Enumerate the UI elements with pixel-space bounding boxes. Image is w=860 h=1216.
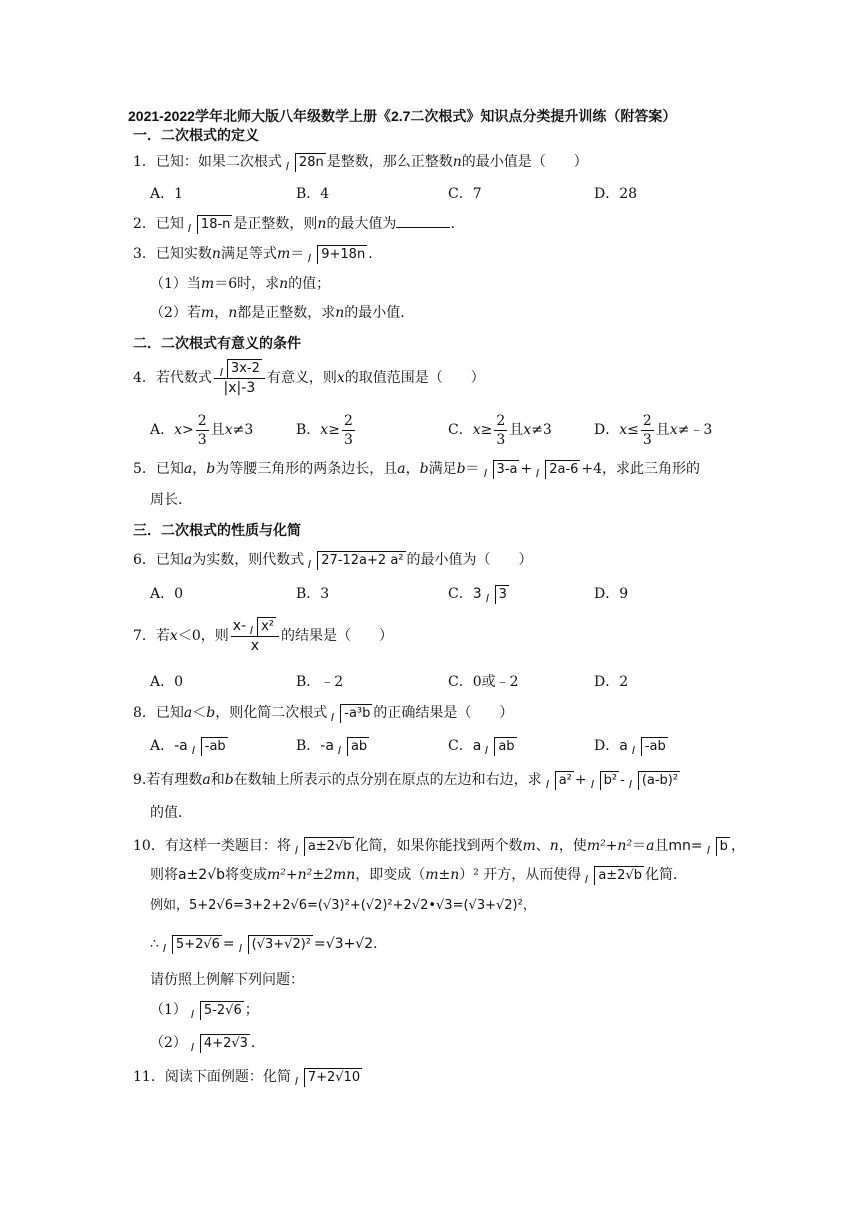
- q9-radical-3: [626, 770, 680, 790]
- q7-text-c: 的结果是（ ）: [281, 628, 393, 644]
- q5-sep: ，: [192, 461, 207, 477]
- q5-radical-2: [533, 459, 580, 479]
- question-4: [133, 358, 485, 402]
- q11-radicand: 7+2√10: [304, 1068, 362, 1087]
- q4-var: x: [336, 370, 345, 386]
- q3-p2-a: （2）若: [150, 305, 201, 321]
- q10-l1-i: ，: [730, 838, 745, 854]
- q8-a-radicand: -ab: [201, 737, 228, 756]
- q4-a-den: 3: [197, 431, 207, 448]
- section-heading-3: 三．二次根式的性质与化简: [133, 522, 301, 538]
- q5-var-a: a: [183, 461, 193, 477]
- q8-d-radical: [629, 736, 668, 756]
- q4-c-frac: [494, 412, 507, 449]
- q8-c-coef: a: [472, 738, 482, 754]
- q1-radicand: 28n: [295, 153, 326, 172]
- q5-plus: +: [520, 461, 533, 477]
- q1-text-a: 1．已知：如果二次根式: [133, 154, 282, 170]
- q4-c-den: 3: [496, 431, 506, 448]
- q3-eq: ＝: [290, 246, 305, 262]
- q8-text-d: 的正确结果是（ ）: [373, 705, 514, 721]
- q5-radicand-1: 3-a: [493, 460, 520, 479]
- q8-radicand: -a³b: [340, 704, 372, 723]
- q10-l2-b: 将变成: [225, 867, 268, 883]
- q10-l4-b: =: [222, 936, 235, 952]
- q8-a-label: A．: [150, 738, 175, 754]
- q3-var-n: n: [211, 246, 221, 262]
- question-10-line-2: [150, 865, 687, 885]
- q10-l4-radicand-2: (√3+√2)²: [248, 935, 313, 954]
- q3-p2-d: 的最小值．: [344, 305, 415, 321]
- q4-text-c: 的取值范围是（ ）: [344, 370, 485, 386]
- q4-a-num: 2: [197, 412, 207, 429]
- question-3: [133, 244, 382, 264]
- q3-radicand: 9+18n: [317, 245, 367, 264]
- q4-option-c[interactable]: [448, 410, 552, 450]
- q7-num-radicand: x²: [257, 617, 276, 636]
- q5-var-b: b: [206, 461, 216, 477]
- q9-text-a: 9.若有理数: [133, 772, 203, 788]
- q5-text-f: +4，求此三角形的: [581, 461, 701, 477]
- q10-l6-radical: [188, 1000, 244, 1020]
- q11-text-a: 11．阅读下面例题：化简: [133, 1069, 291, 1085]
- q4-d-frac: [641, 412, 654, 449]
- q9-radicand-3: (a-b)²: [638, 771, 680, 790]
- q10-l4-a: ∴: [150, 936, 159, 952]
- q4-c-num: 2: [496, 412, 506, 429]
- q8-c-label: C．: [448, 738, 473, 754]
- q9-radicand-1: a²: [555, 771, 574, 790]
- q8-text-a: 8．已知: [133, 705, 184, 721]
- q10-l1-e: m²+n²: [586, 838, 633, 854]
- question-3-part-2: [150, 303, 414, 323]
- q2-radical: [185, 214, 232, 234]
- q5-text-a: 5．已知: [133, 461, 184, 477]
- q6-var-a: a: [183, 552, 193, 568]
- q9-radical-1: [543, 770, 574, 790]
- q5-eq: ＝: [465, 461, 480, 477]
- section-heading-1: 一．二次根式的定义: [133, 127, 259, 143]
- q6-radicand: 27-12a+2 a²: [317, 551, 405, 570]
- q4-b-den: 3: [343, 431, 353, 448]
- q8-option-b[interactable]: [296, 736, 370, 756]
- q5-text-c: 为等腰三角形的两条边长，且: [215, 461, 398, 477]
- q3-p2-m: m: [200, 305, 215, 321]
- q4-d-and: 且: [655, 422, 670, 438]
- q10-l2-f: ）² 开方，从而使得: [459, 867, 582, 883]
- q9-and: 和: [210, 772, 225, 788]
- q8-d-radicand: -ab: [641, 737, 668, 756]
- q9-radical-2: [588, 770, 619, 790]
- q10-l7-a: （2）: [150, 1035, 187, 1051]
- q5-text-e: 满足: [428, 461, 457, 477]
- q10-l2-radicand: a±2√b: [594, 866, 644, 885]
- q7-text-b: ＜0，则: [177, 628, 229, 644]
- q8-option-d[interactable]: [594, 736, 669, 756]
- q8-b-label: B．: [296, 738, 321, 754]
- q2-text-c: 的最大值为: [326, 216, 397, 232]
- q4-c-rel: ≥: [480, 422, 493, 438]
- q4-text-b: 有意义，则: [266, 370, 337, 386]
- q10-l7-radical: [188, 1033, 250, 1053]
- q6-option-d[interactable]: D．9: [594, 586, 629, 602]
- q10-l2-c: m²+n²±2mn: [267, 867, 356, 883]
- q10-l1-radicand-b: b: [716, 837, 730, 856]
- q10-l2-radical: [582, 865, 644, 885]
- q10-l1-h: mn=: [668, 838, 703, 854]
- q10-l4-radicand: 5+2√6: [172, 935, 222, 954]
- question-6: [133, 550, 533, 570]
- question-10-part-2: [150, 1033, 265, 1053]
- q4-d-x: x: [619, 422, 628, 438]
- q4-d-rel: ≤: [627, 422, 639, 438]
- q10-l1-a: 10．有这样一类题目：将: [133, 838, 291, 854]
- q10-l1-c: 、: [535, 838, 550, 854]
- q8-var-b: b: [206, 705, 216, 721]
- q9-plus: +: [574, 772, 587, 788]
- q10-l2-a: 则将: [150, 867, 178, 883]
- q10-l4-radical: [160, 934, 222, 954]
- q9-var-b: b: [224, 772, 234, 788]
- q8-c-radicand: ab: [494, 737, 516, 756]
- q11-radical: [292, 1067, 362, 1087]
- q9-minus: -: [620, 772, 625, 788]
- q6-c-radicand: 3: [495, 585, 509, 604]
- q4-b-x: x: [320, 422, 329, 438]
- q3-radical: [305, 244, 367, 264]
- q3-p1-m: m: [200, 276, 215, 292]
- q8-option-c[interactable]: [448, 736, 518, 756]
- q4-fraction: [214, 359, 265, 397]
- q3-p1-n: n: [279, 276, 289, 292]
- q10-l2-h: 化简．: [644, 867, 687, 883]
- document-title: 2021-2022学年北师大版八年级数学上册《2.7二次根式》知识点分类提升训练（附答案）: [128, 108, 677, 124]
- q2-text-d: ．: [450, 216, 465, 232]
- q10-l7-radicand: 4+2√3: [200, 1034, 250, 1053]
- q5-var-a2: a: [397, 461, 406, 477]
- q4-d-den: 3: [642, 431, 652, 448]
- q1-option-c[interactable]: C．7: [448, 186, 482, 202]
- q2-text-a: 2．已知: [133, 216, 184, 232]
- question-1: [133, 152, 588, 172]
- question-5: [133, 459, 700, 479]
- q8-var-a: a: [183, 705, 193, 721]
- q4-text-a: 4．若代数式: [133, 370, 212, 386]
- q3-text-b: 满足等式: [220, 246, 277, 262]
- q7-num-a: x-: [232, 618, 247, 634]
- q8-b-radical: [335, 736, 369, 756]
- q4-d-num: 2: [642, 412, 652, 429]
- q3-p1-b: ＝6时，求: [214, 276, 280, 292]
- q6-c-label: C．: [448, 586, 473, 602]
- question-10-line-3: 例如，5+2√6=3+2+2√6=(√3)²+(√2)²+2√2•√3=(√3+√2)²，: [150, 898, 536, 913]
- q1-option-a[interactable]: A．1: [150, 186, 184, 202]
- q4-d-x2: x: [669, 422, 678, 438]
- q6-text-c: 的最小值为（ ）: [406, 552, 533, 568]
- q8-radical: [328, 703, 372, 723]
- q1-option-b[interactable]: B．4: [296, 186, 330, 202]
- q2-answer-blank[interactable]: [396, 213, 450, 228]
- question-10-line-1: [133, 836, 745, 856]
- q10-l2-e: m±n: [425, 867, 460, 883]
- q7-option-b[interactable]: B．﹣2: [296, 674, 344, 690]
- q6-option-b[interactable]: B．3: [296, 586, 330, 602]
- q4-a-x2: x: [224, 422, 233, 438]
- question-7: [133, 616, 393, 662]
- q3-p2-n: n: [228, 305, 238, 321]
- q4-c-x2: x: [523, 422, 532, 438]
- q3-p1-c: 的值；: [288, 276, 331, 292]
- q4-a-rel: >: [182, 422, 194, 438]
- q3-var-m: m: [276, 246, 291, 262]
- q8-a-coef: -a: [174, 738, 188, 754]
- q8-b-coef: -a: [320, 738, 334, 754]
- q2-var: n: [317, 216, 327, 232]
- question-3-part-1: [150, 274, 330, 294]
- q7-option-d[interactable]: D．2: [594, 674, 629, 690]
- q3-text-a: 3．已知实数: [133, 246, 212, 262]
- q9-var-a: a: [202, 772, 211, 788]
- q5-var-b2: b: [419, 461, 429, 477]
- q10-l1-radical-b: [704, 836, 730, 856]
- q8-option-a[interactable]: [150, 736, 229, 756]
- q8-d-coef: a: [619, 738, 628, 754]
- q6-c-radical: [483, 584, 509, 604]
- q6-text-b: 为实数，则代数式: [192, 552, 305, 568]
- q6-option-a[interactable]: A．0: [150, 586, 184, 602]
- question-5-line-2: 周长．: [150, 492, 192, 508]
- q4-numerator-radical: [217, 359, 262, 378]
- q8-c-radical: [482, 736, 516, 756]
- question-9-line-2: 的值．: [150, 805, 192, 821]
- q7-var-x: x: [169, 628, 178, 644]
- q4-b-frac: [342, 412, 355, 449]
- q10-l1-b: 化简，如果你能找到两个数: [354, 838, 523, 854]
- q4-option-d[interactable]: [594, 410, 712, 450]
- q4-option-b[interactable]: [296, 410, 357, 450]
- q5-radicand-2: 2a-6: [545, 460, 580, 479]
- q3-p1-a: （1）当: [150, 276, 201, 292]
- q7-option-c[interactable]: C．0或﹣2: [448, 674, 519, 690]
- q6-option-c[interactable]: [448, 584, 510, 604]
- q10-l6-a: （1）: [150, 1002, 187, 1018]
- q7-num-radical: [247, 617, 276, 636]
- q6-c-coef: 3: [472, 586, 482, 602]
- q3-p2-c: 都是正整数，求: [237, 305, 336, 321]
- q4-b-num: 2: [343, 412, 353, 429]
- q4-c-label: C．: [448, 422, 473, 438]
- q10-l1-f: ＝: [632, 838, 647, 854]
- q1-radical: [283, 152, 326, 172]
- q4-numerator: 3x-2: [227, 359, 262, 378]
- q10-l2-r: a±2√b: [178, 867, 226, 883]
- q2-radicand: 18-n: [197, 215, 232, 234]
- q9-text-c: 在数轴上所表示的点分别在原点的左边和右边，求: [233, 772, 542, 788]
- q4-c-x: x: [472, 422, 481, 438]
- q3-p2-n2: n: [335, 305, 345, 321]
- section-heading-2: 二．二次根式有意义的条件: [133, 335, 301, 351]
- q10-l1-a2: a: [646, 838, 655, 854]
- question-10-line-4: [150, 934, 387, 954]
- q7-text-a: 7．若: [133, 628, 170, 644]
- q5-radical-1: [481, 459, 520, 479]
- q7-option-a[interactable]: A．0: [150, 674, 184, 690]
- q1-var: n: [452, 154, 462, 170]
- q7-fraction: [231, 617, 279, 655]
- q4-a-x: x: [174, 422, 183, 438]
- q3-end: ．: [368, 246, 383, 262]
- q5-sep2: ，: [405, 461, 420, 477]
- q2-text-b: 是正整数，则: [233, 216, 318, 232]
- q8-text-c: ，则化简二次根式: [215, 705, 328, 721]
- q10-l6-radicand: 5-2√6: [200, 1001, 244, 1020]
- q4-c-and: 且: [509, 422, 524, 438]
- q1-text-b: 是整数，那么正整数: [326, 154, 453, 170]
- q4-b-label: B．: [296, 422, 321, 438]
- q5-var-b3: b: [456, 461, 466, 477]
- q1-option-d[interactable]: D．28: [594, 186, 638, 202]
- question-11: [133, 1067, 363, 1087]
- q8-b-radicand: ab: [347, 737, 369, 756]
- question-2: [133, 213, 464, 234]
- question-8: [133, 703, 513, 723]
- q10-l1-n: n: [549, 838, 559, 854]
- q4-a-frac: [196, 412, 209, 449]
- question-10-part-1: [150, 1000, 259, 1020]
- q10-l1-g: 且: [654, 838, 669, 854]
- q4-b-rel: ≥: [328, 422, 340, 438]
- q10-l1-m: m: [522, 838, 536, 854]
- q6-radical: [305, 550, 405, 570]
- q4-option-a[interactable]: [150, 410, 253, 450]
- question-10-line-5: 请仿照上例解下列问题：: [150, 972, 304, 988]
- q10-l7-b: ．: [250, 1035, 265, 1051]
- q4-a-and: 且: [210, 422, 225, 438]
- q6-text-a: 6．已知: [133, 552, 184, 568]
- q8-lt: ＜: [192, 705, 207, 721]
- q8-d-label: D．: [594, 738, 620, 754]
- q4-denominator: |x|-3: [223, 380, 256, 396]
- q4-d-ne: ≠﹣3: [677, 422, 713, 438]
- q10-l1-radicand: a±2√b: [304, 837, 354, 856]
- q10-l2-d: ，即变成（: [355, 867, 426, 883]
- q10-l1-radical: [292, 836, 354, 856]
- q7-denominator: x: [250, 638, 260, 654]
- question-9: [133, 770, 681, 790]
- q9-radicand-2: b²: [600, 771, 619, 790]
- q3-p2-b: ，: [214, 305, 229, 321]
- q10-l4-c: =√3+√2．: [314, 936, 388, 952]
- q4-c-ne: ≠3: [531, 422, 552, 438]
- q4-a-ne: ≠3: [232, 422, 254, 438]
- q8-a-radical: [189, 736, 228, 756]
- q10-l6-b: ；: [244, 1002, 259, 1018]
- q10-l4-radical-2: [236, 934, 313, 954]
- q10-l1-d: ，使: [558, 838, 587, 854]
- q4-a-label: A．: [150, 422, 175, 438]
- q4-d-label: D．: [594, 422, 620, 438]
- q1-text-c: 的最小值是（ ）: [461, 154, 588, 170]
